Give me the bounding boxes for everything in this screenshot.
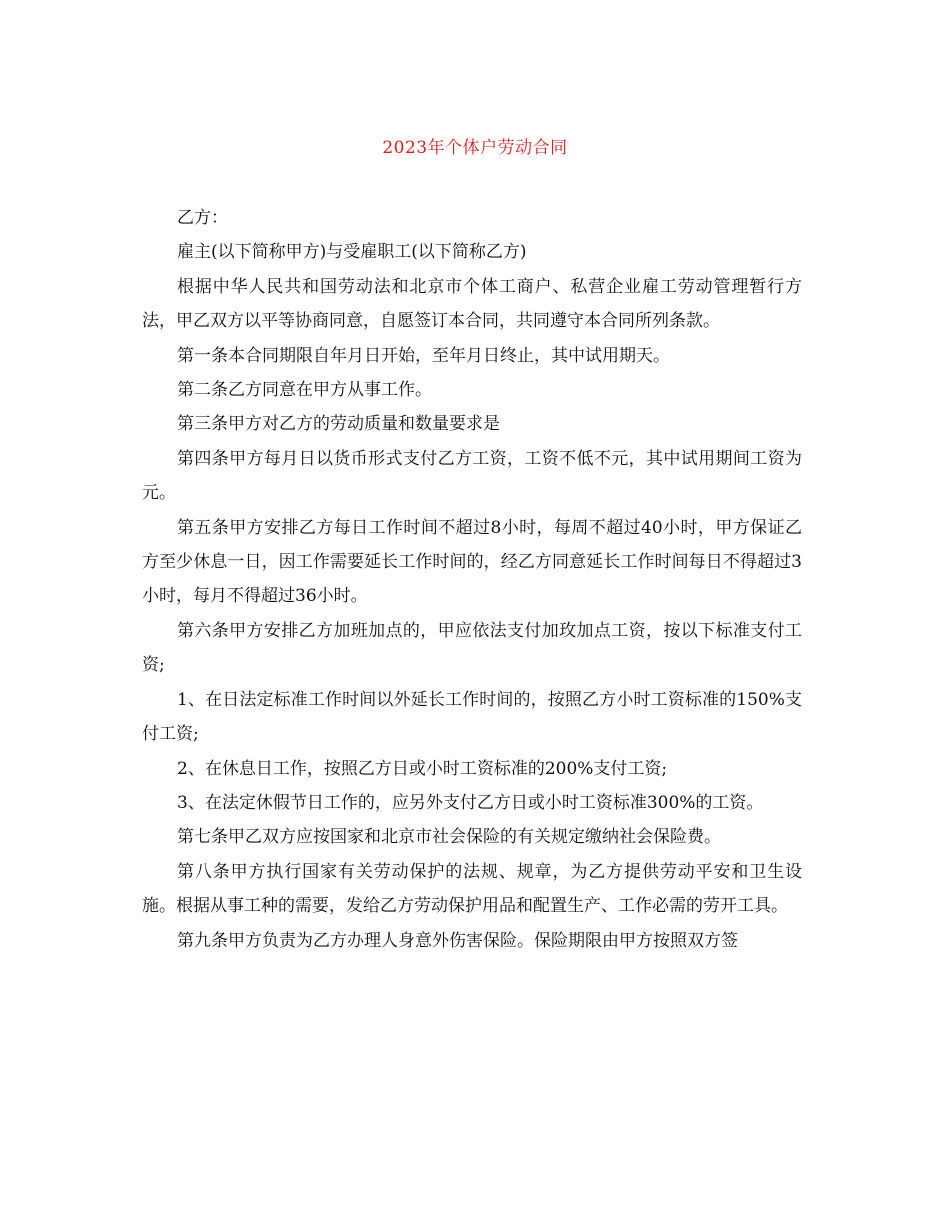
paragraph-article-1: 第一条本合同期限自年月日开始，至年月日终止，其中试用期天。	[177, 345, 670, 366]
paragraph-party-b: 乙方：	[177, 208, 228, 228]
paragraph-article-9: 第九条甲方负责为乙方办理人身意外伤害保险。保险期限由甲方按照双方签	[177, 930, 738, 951]
paragraph-article-4: 第四条甲方每月日以货币形式支付乙方工资，工资不低不元，其中试用期间工资为元。	[142, 448, 802, 504]
paragraph-article-5: 第五条甲方安排乙方每日工作时间不超过8小时，每周不超过40小时，甲方保证乙方至少休息一日，因工作需要延长工作时间的，经乙方同意延长工作时间每日不得超过3小时，每月不得超过36小时。	[142, 517, 802, 607]
paragraph-article-3: 第三条甲方对乙方的劳动质量和数量要求是	[177, 414, 500, 435]
paragraph-article-7: 第七条甲乙双方应按国家和北京市社会保险的有关规定缴纳社会保险费。	[177, 827, 721, 848]
paragraph-article-6-item-2: 2、在休息日工作，按照乙方日或小时工资标准的200%支付工资;	[177, 758, 668, 779]
paragraph-article-6-item-1: 1、在日法定标准工作时间以外延长工作时间的，按照乙方小时工资标准的150%支付工资;	[142, 689, 802, 745]
paragraph-article-8: 第八条甲方执行国家有关劳动保护的法规、规章，为乙方提供劳动平安和卫生设施。根据从事工种的需要，发给乙方劳动保护用品和配置生产、工作必需的劳开工具。	[142, 861, 802, 917]
paragraph-preamble: 根据中华人民共和国劳动法和北京市个体工商户、私营企业雇工劳动管理暂行方法，甲乙双方以平等协商同意，自愿签订本合同，共同遵守本合同所列条款。	[142, 276, 802, 332]
document-body	[142, 201, 802, 958]
paragraph-parties: 雇主(以下简称甲方)与受雇职工(以下简称乙方)	[177, 242, 527, 263]
document-title: 2023年个体户劳动合同	[382, 138, 568, 158]
paragraph-article-2: 第二条乙方同意在甲方从事工作。	[177, 380, 432, 401]
paragraph-article-6: 第六条甲方安排乙方加班加点的，甲应依法支付加玫加点工资，按以下标准支付工资;	[142, 620, 802, 676]
paragraph-article-6-item-3: 3、在法定休假节日工作的，应另外支付乙方日或小时工资标准300%的工资。	[177, 792, 764, 813]
